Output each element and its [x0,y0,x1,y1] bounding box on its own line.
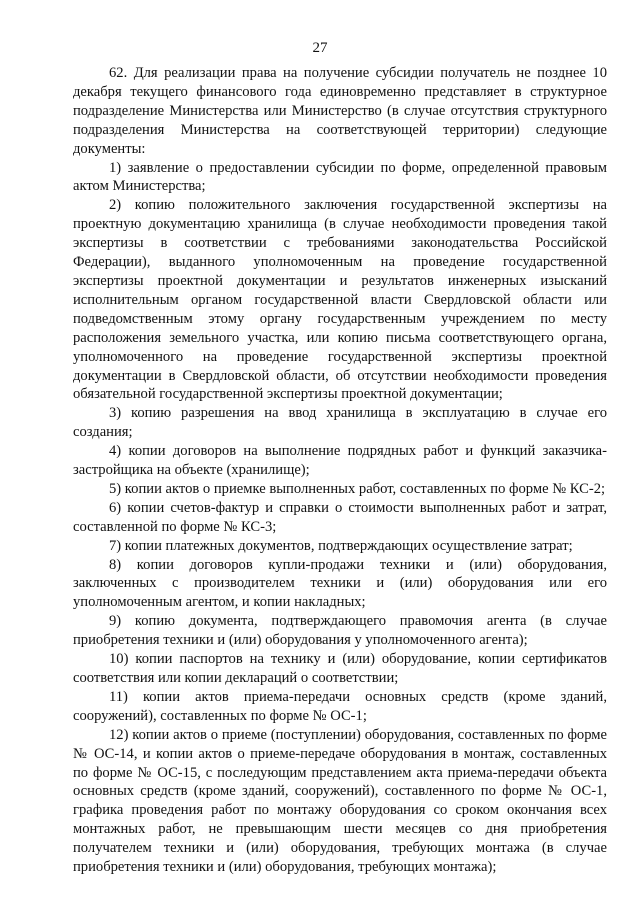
paragraph-item-8: 8) копии договоров купли-продажи техники и (или) оборудования, заключенных с производителем техники и (или) оборудования или его уполномоченным агентом, и копии накладных; [73,556,607,611]
paragraph-item-5: 5) копии актов о приемке выполненных работ, составленных по форме № КС-2; [109,480,606,497]
paragraph-item-4: 4) копии договоров на выполнение подрядных работ и функций заказчика-застройщика на объекте (хранилище); [73,443,607,479]
paragraph-item-3: 3) копию разрешения на ввод хранилища в эксплуатацию в случае его создания; [73,405,607,441]
paragraph-item-2: 2) копию положительного заключения государственной экспертизы на проектную документацию хранилища (в случае необходимости проведения такой экспертизы в соответствии с требованиями законодательства Российской Федерации), выданного уполномоченным на проведение государственной экспертизы проектной документации и результатов инженерных изысканий исполнительным органом государственной власти Свердловской области или подведомственным этому органу государственным учреждением по месту расположения земельного участка, или копию письма соответствующего органа, уполномоченного на проведение государственной экспертизы проектной документации в Свердловской области, об отсутствии необходимости проведения обязательной государственной экспертизы проектной документации; [73,197,607,403]
paragraph-item-1: 1) заявление о предоставлении субсидии по форме, определенной правовым актом Министерства; [73,159,607,195]
page-number: 27 [312,40,328,56]
paragraph-item-11: 11) копии актов приема-передачи основных средств (кроме зданий, сооружений), составленных по форме № ОС-1; [73,688,607,724]
paragraph-item-9: 9) копию документа, подтверждающего правомочия агента (в случае приобретения техники и (или) оборудования у уполномоченного агента); [73,613,607,649]
paragraph-item-12: 12) копии актов о приеме (поступлении) оборудования, составленных по форме № ОС-14, и копии актов о приеме-передаче оборудования в монтаж, составленных по форме № ОС-15, с последующим представлением акта приема-передачи объекта основных средств (кроме зданий, сооружений), составленного по форме № ОС-1, графика проведения работ по монтажу оборудования со сроком окончания всех монтажных работ, не превышающим шести месяцев со дня приобретения получателем техники и (или) оборудования, требующих монтажа (в случае приобретения техники и (или) оборудования, требующих монтажа); [73,726,607,876]
paragraph-item-7: 7) копии платежных документов, подтверждающих осуществление затрат; [109,537,573,554]
document-body [73,64,607,877]
paragraph-intro: 62. Для реализации права на получение субсидии получатель не позднее 10 декабря текущего финансового года единовременно представляет в структурное подразделение Министерства или Министерство (в случае отсутствия структурного подразделения Министерства на соответствующей территории) следующие документы: [73,65,607,157]
paragraph-item-6: 6) копии счетов-фактур и справки о стоимости выполненных работ и затрат, составленной по форме № КС-3; [73,499,607,535]
paragraph-item-10: 10) копии паспортов на технику и (или) оборудование, копии сертификатов соответствия или копии деклараций о соответствии; [73,651,607,686]
